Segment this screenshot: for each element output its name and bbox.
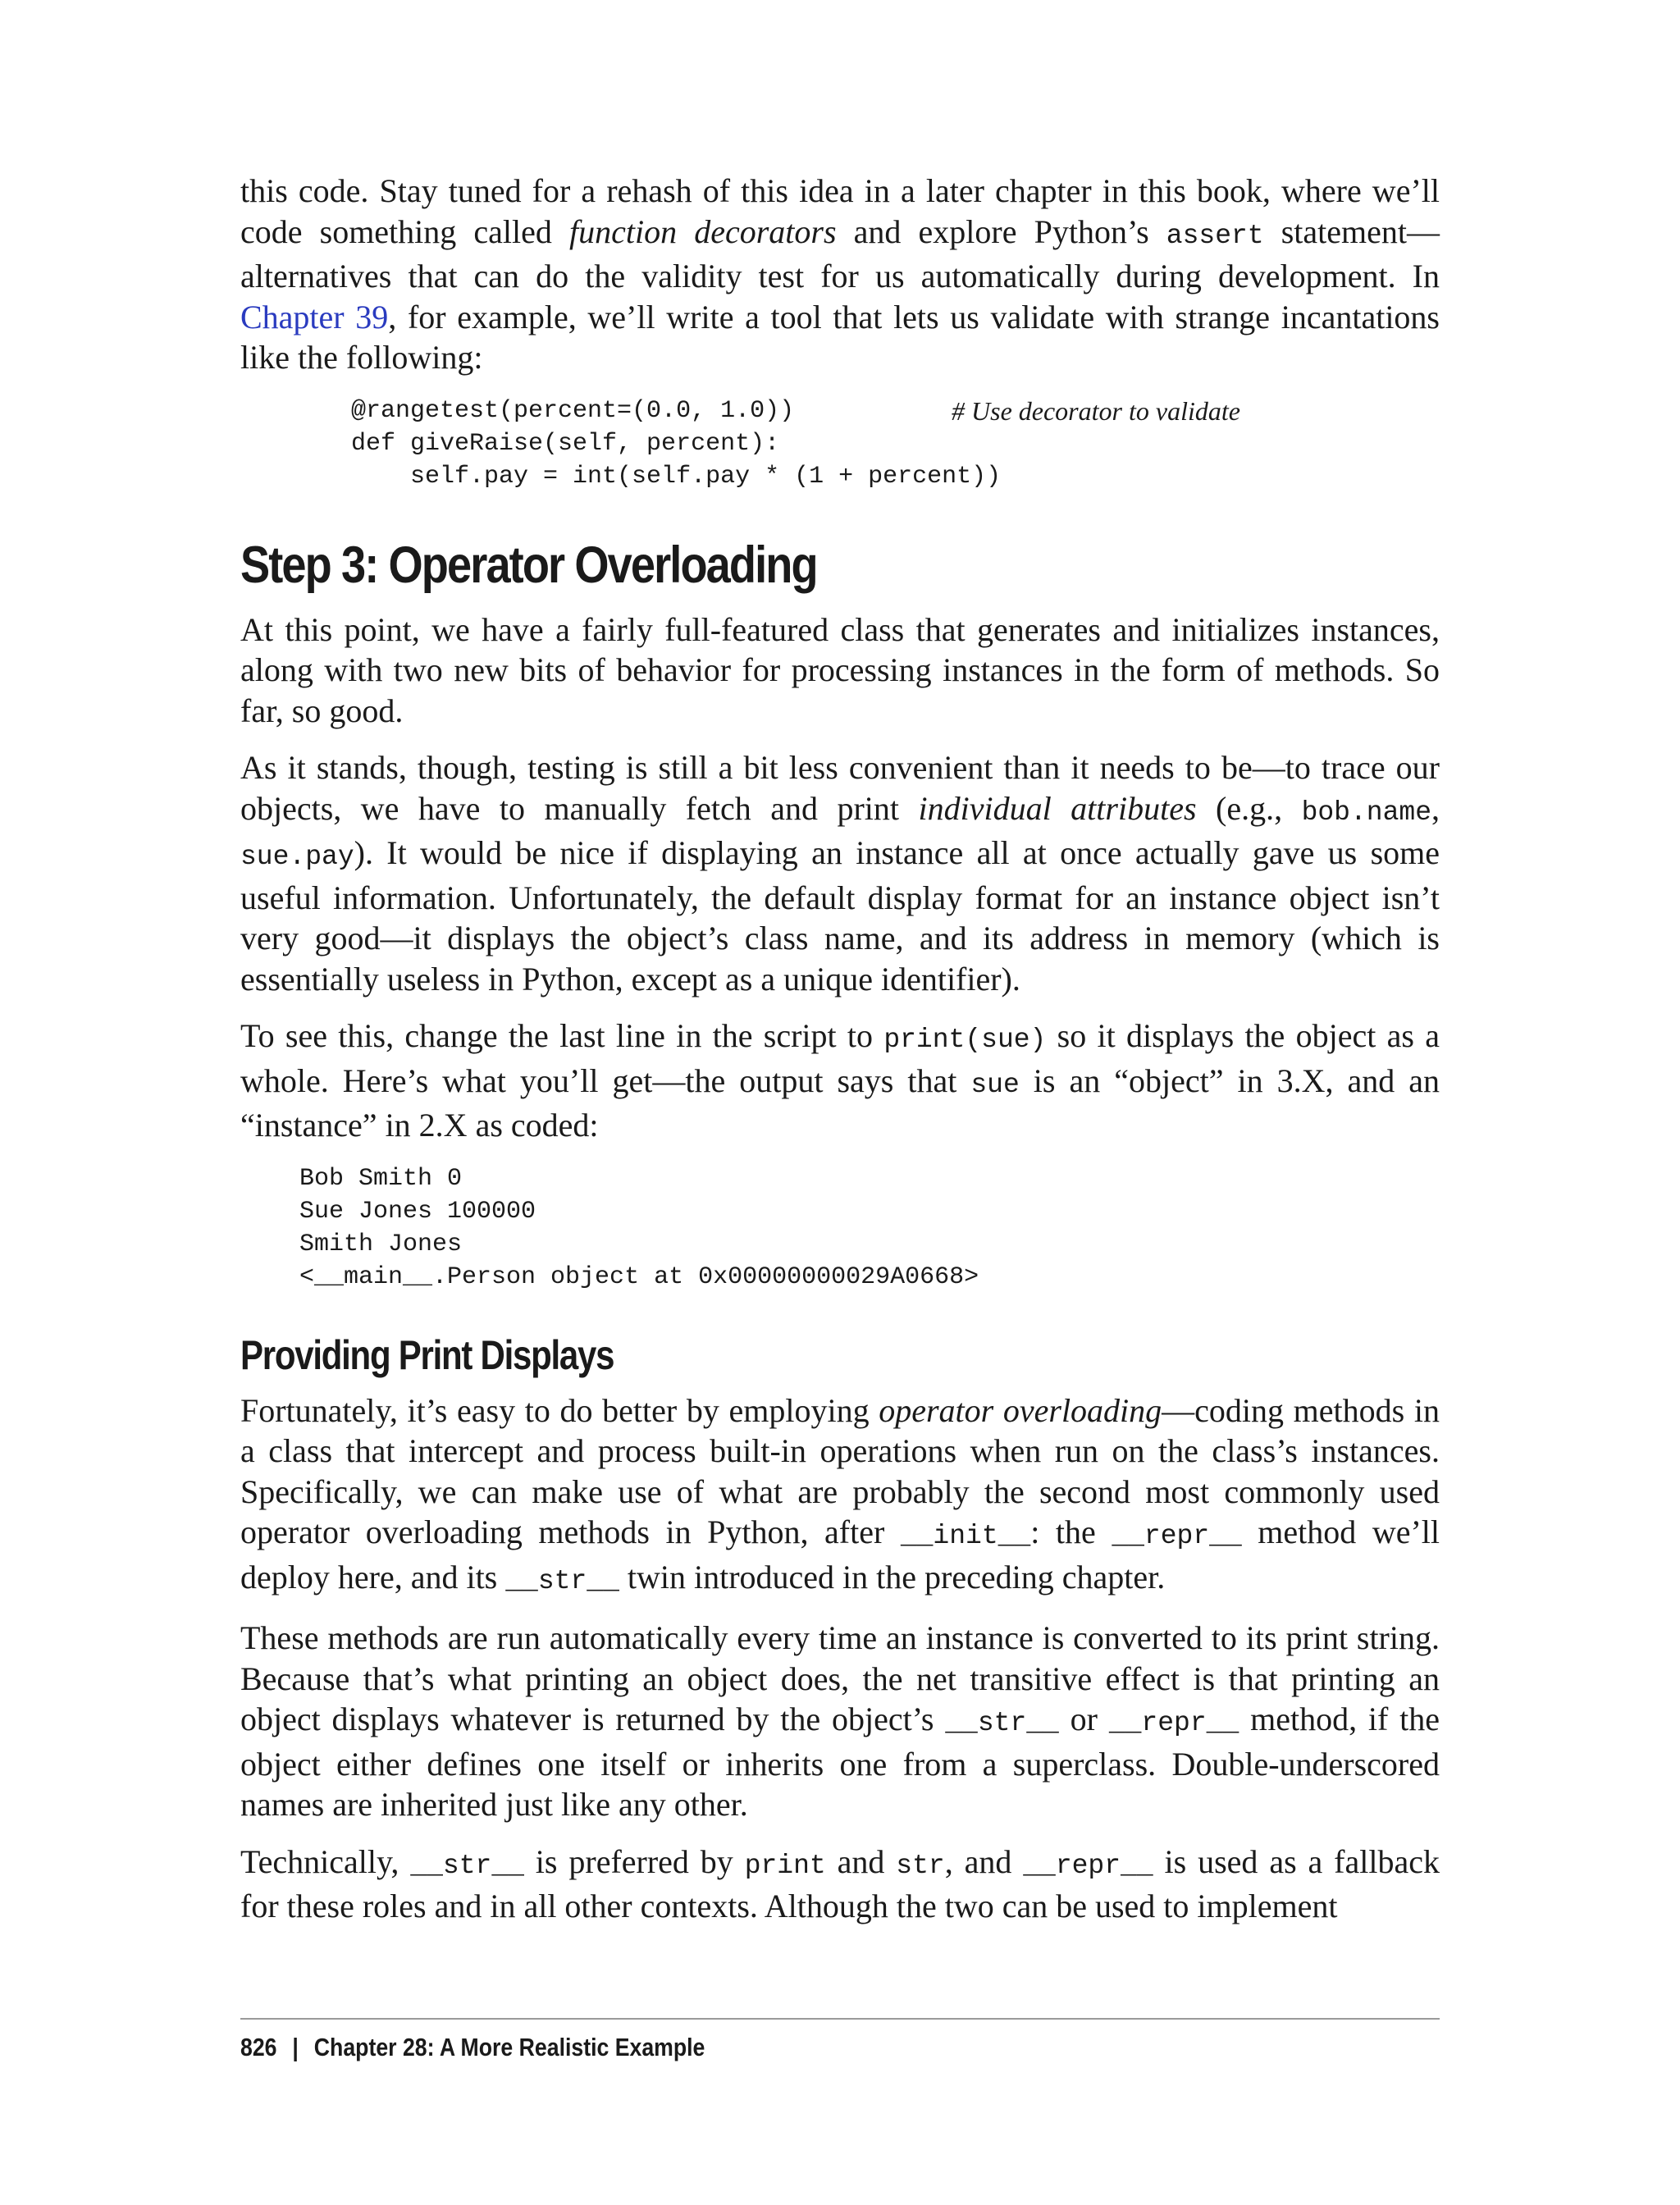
subsection-heading: Providing Print Displays bbox=[240, 1331, 614, 1378]
page-footer bbox=[240, 2029, 705, 2066]
footer-chapter-title: Chapter 28: A More Realistic Example bbox=[313, 2033, 705, 2061]
code-listing: @rangetest(percent=(0.0, 1.0)) def giveRaise(self, percent): self.pay = int(self.pay * (1 + percent)) bbox=[351, 396, 1002, 491]
page-number: 826 bbox=[240, 2033, 277, 2061]
footer-separator: | bbox=[292, 2033, 299, 2061]
program-output: Bob Smith 0 Sue Jones 100000 Smith Jones <__main__.Person object at 0x00000000029A0668> bbox=[299, 1164, 979, 1291]
page-content bbox=[240, 171, 1440, 1943]
output-block bbox=[299, 1162, 1440, 1294]
paragraph: Fortunately, it’s easy to do better by employing operator overloading—coding methods in a class that intercept and process built-in operations when run on the class’s instances. Specifically, we can make use of what are probably the second most commonly used operator overloading methods in Python, after __init__: the __repr__ method we’ll deploy here, and its __str__ twin introduced in the preceding chapter. bbox=[240, 1391, 1440, 1596]
section-heading: Step 3: Operator Overloading bbox=[240, 536, 817, 594]
paragraph: As it stands, though, testing is still a bit less convenient than it needs to be—to trace our objects, we have to manually fetch and print individual attributes (e.g., bob.name, sue.pay). It would be nice if displaying an instance all at once actually gave us some useful information. Unfortunately, the default display format for an instance object isn’t very good—it displays the object’s class name, and its address in memory (which is essentially useless in Python, except as a unique identifier). bbox=[240, 749, 1440, 998]
chapter-39-link[interactable]: Chapter 39 bbox=[240, 298, 389, 336]
paragraph: this code. Stay tuned for a rehash of this idea in a later chapter in this book, where we’ll code something called function decorators and explore Python’s assert statement—alternatives that can do the validity test for us automatically during development. In Chapter 39, for example, we’ll write a tool that lets us validate with strange incantations like the following: bbox=[240, 172, 1440, 376]
paragraph: At this point, we have a fairly full-featured class that generates and initializes instances, along with two new bits of behavior for processing instances in the form of methods. So far, so good. bbox=[240, 610, 1440, 729]
paragraph: Technically, __str__ is preferred by print and str, and __repr__ is used as a fallback for these roles and in all other contexts. Although the two can be used to implement bbox=[240, 1842, 1440, 1924]
code-block bbox=[351, 395, 1440, 501]
code-comment: # Use decorator to validate bbox=[952, 395, 1240, 426]
paragraph: These methods are run automatically every time an instance is converted to its print string. Because that’s what printing an object does, the net transitive effect is that printing an object displays whatever is returned by the object’s __str__ or __repr__ method, if the object either defines one itself or inherits one from a superclass. Double-underscored names are inherited just like any other. bbox=[240, 1619, 1440, 1823]
paragraph: To see this, change the last line in the script to print(sue) so it displays the object as a whole. Here’s what you’ll get—the output says that sue is an “object” in 3.X, and an “instance” in 2.X as coded: bbox=[240, 1017, 1440, 1144]
footer-rule bbox=[240, 2018, 1440, 2020]
